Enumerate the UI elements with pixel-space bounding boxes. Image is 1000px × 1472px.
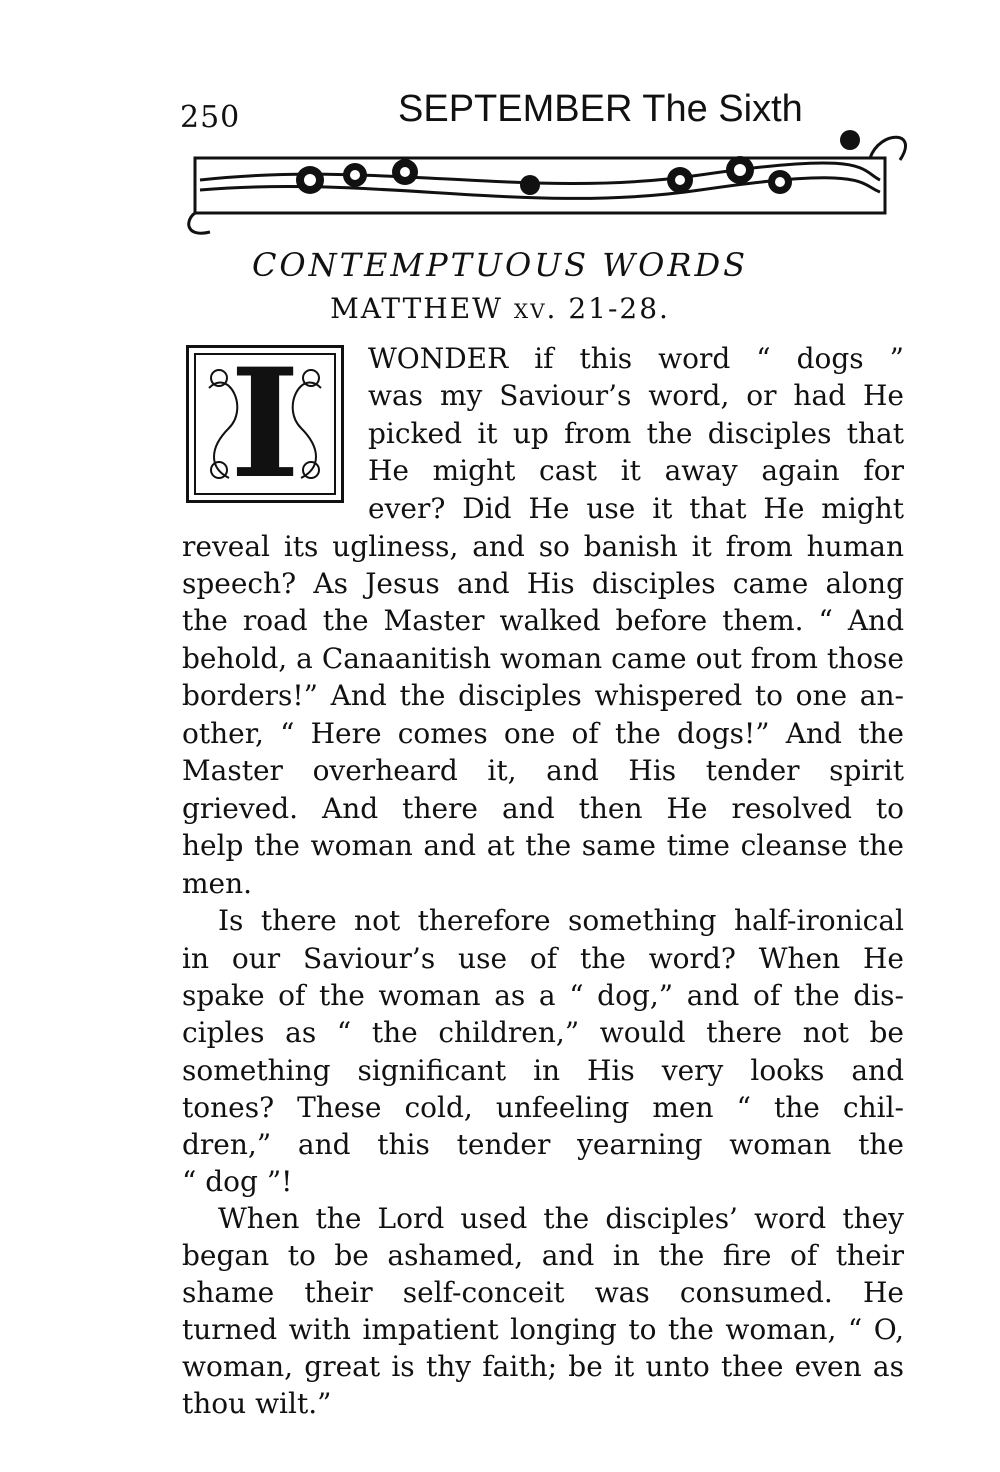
body-line: “ dog ”! — [182, 1165, 293, 1198]
body-line: picked it up from the disciples that — [368, 417, 904, 450]
body-line: shame their self-conceit was consumed. He — [182, 1276, 904, 1309]
body-line: ciples as “ the children,” would there not be — [182, 1016, 904, 1049]
body-line: Master overheard it, and His tender spirit — [182, 754, 904, 787]
body-line: borders!” And the disciples whispered to one an- — [182, 679, 904, 712]
body-line: began to be ashamed, and in the fire of their — [182, 1239, 904, 1272]
drop-cap — [186, 336, 344, 512]
body-line: When the Lord used the disciples’ word they — [218, 1202, 904, 1235]
body-line: turned with impatient longing to the woman, “ O, — [182, 1313, 904, 1346]
body-line: dren,” and this tender yearning woman the — [182, 1128, 904, 1161]
body-line: thou wilt.” — [182, 1387, 332, 1420]
body-line: the road the Master walked before them. “ And — [182, 604, 904, 637]
body-line: WONDER if this word “ dogs ” — [368, 342, 904, 375]
body-line: speech? As Jesus and His disciples came along — [182, 567, 904, 600]
body-line: reveal its ugliness, and so banish it from human — [182, 530, 904, 563]
body-line: behold, a Canaanitish woman came out from those — [182, 642, 904, 675]
chapter-title: CONTEMPTUOUS WORDS — [251, 246, 749, 284]
body-line: other, “ Here comes one of the dogs!” And the — [182, 717, 904, 750]
body-line: in our Saviour’s use of the word? When He — [182, 942, 904, 975]
body-line: tones? These cold, unfeeling men “ the chil- — [182, 1091, 904, 1124]
body-line: was my Saviour’s word, or had He — [368, 379, 904, 412]
body-line: He might cast it away again for — [368, 454, 904, 487]
drop-cap-letter: I — [229, 336, 301, 512]
floral-border-ornament — [180, 120, 910, 245]
body-line: woman, great is thy faith; be it unto thee even as — [182, 1350, 904, 1383]
page-number: 250 — [180, 100, 241, 135]
running-head: SEPTEMBER The Sixth — [398, 88, 803, 130]
body-line: men. — [182, 867, 253, 900]
scripture-reference: MATTHEW xv. 21-28. — [330, 292, 670, 325]
body-line: ever? Did He use it that He might — [368, 492, 904, 525]
body-line: grieved. And there and then He resolved to — [182, 792, 904, 825]
body-line: spake of the woman as a “ dog,” and of the dis- — [182, 979, 904, 1012]
body-line: Is there not therefore something half-ironical — [218, 904, 904, 937]
body-line: help the woman and at the same time cleanse the — [182, 829, 904, 862]
body-line: something significant in His very looks and — [182, 1054, 904, 1087]
